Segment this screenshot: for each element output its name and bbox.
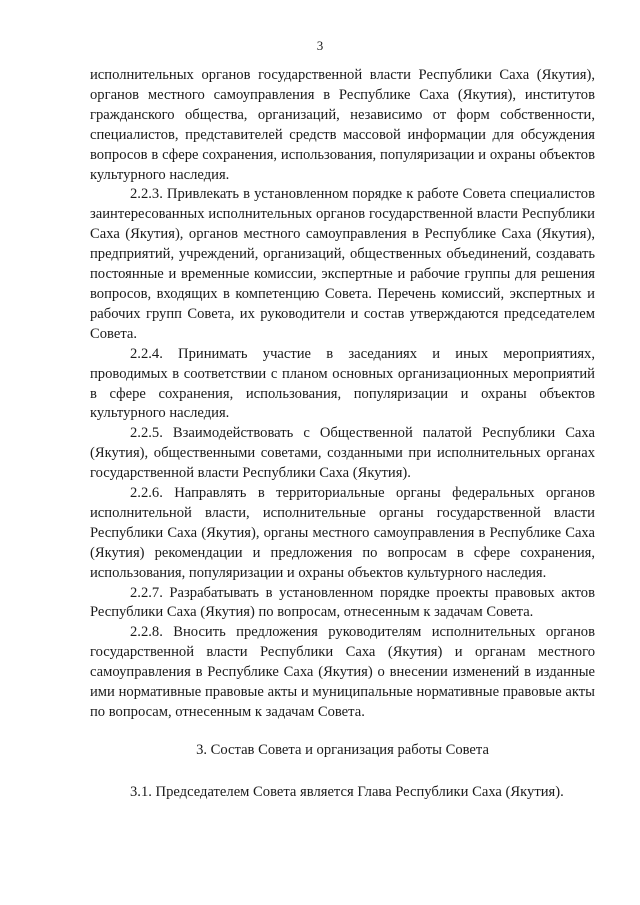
paragraph-2-2-3: 2.2.3. Привлекать в установленном порядке к работе Совета специалистов заинтересованных исполнительных органов государственной власти Республики Саха (Якутия), органов местного самоуправления в Республике Саха (Якутия), предприятий, учреждений, организаций, общественных объединений, создавать постоянные и временные комиссии, экспертные и рабочие группы для решения вопросов, входящих в компетенцию Совета. Перечень комиссий, экспертных и рабочих групп Совета, их руководители и состав утверждаются председателем Совета. — [90, 186, 595, 342]
paragraph-2-2-8: 2.2.8. Вносить предложения руководителям исполнительных органов государственной власти Республики Саха (Якутия) и органам местного самоуправления в Республике Саха (Якутия) о внесении изменений в изданные ими нормативные правовые акты и муниципальные нормативные правовые акты по вопросам, отнесенным к задачам Совета. — [90, 624, 595, 720]
paragraph-2-2-7: 2.2.7. Разрабатывать в установленном порядке проекты правовых актов Республики Саха (Якутия) по вопросам, отнесенным к задачам Совета. — [90, 584, 595, 621]
paragraph-2-2-6: 2.2.6. Направлять в территориальные органы федеральных органов исполнительной власти, исполнительные органы государственной власти Республики Саха (Якутия), органы местного самоуправления в Республике Саха (Якутия) рекомендации и предложения по вопросам в сфере сохранения, использования, популяризации и охраны объектов культурного наследия. — [90, 485, 595, 581]
paragraph-continuation: исполнительных органов государственной власти Республики Саха (Якутия), органов местного самоуправления в Республике Саха (Якутия), институтов гражданского общества, организаций, независимо от форм собственности, специалистов, представителей средств массовой информации для обсуждения вопросов в сфере сохранения, использования, популяризации и охраны объектов культурного наследия. — [90, 67, 595, 183]
section-heading: 3. Состав Совета и организация работы Совета — [196, 741, 489, 758]
paragraph-3-1: 3.1. Председателем Совета является Глава Республики Саха (Якутия). — [130, 783, 564, 800]
paragraph-2-2-5: 2.2.5. Взаимодействовать с Общественной палатой Республики Саха (Якутия), общественными советами, созданными при исполнительных органах государственной власти Республики Саха (Якутия). — [90, 425, 595, 482]
paragraph-2-2-4: 2.2.4. Принимать участие в заседаниях и иных мероприятиях, проводимых в соответствии с планом основных организационных мероприятий в сфере сохранения, использования, популяризации и охраны объектов культурного наследия. — [90, 345, 595, 422]
document-body — [90, 66, 595, 803]
page-number: 3 — [316, 38, 324, 53]
